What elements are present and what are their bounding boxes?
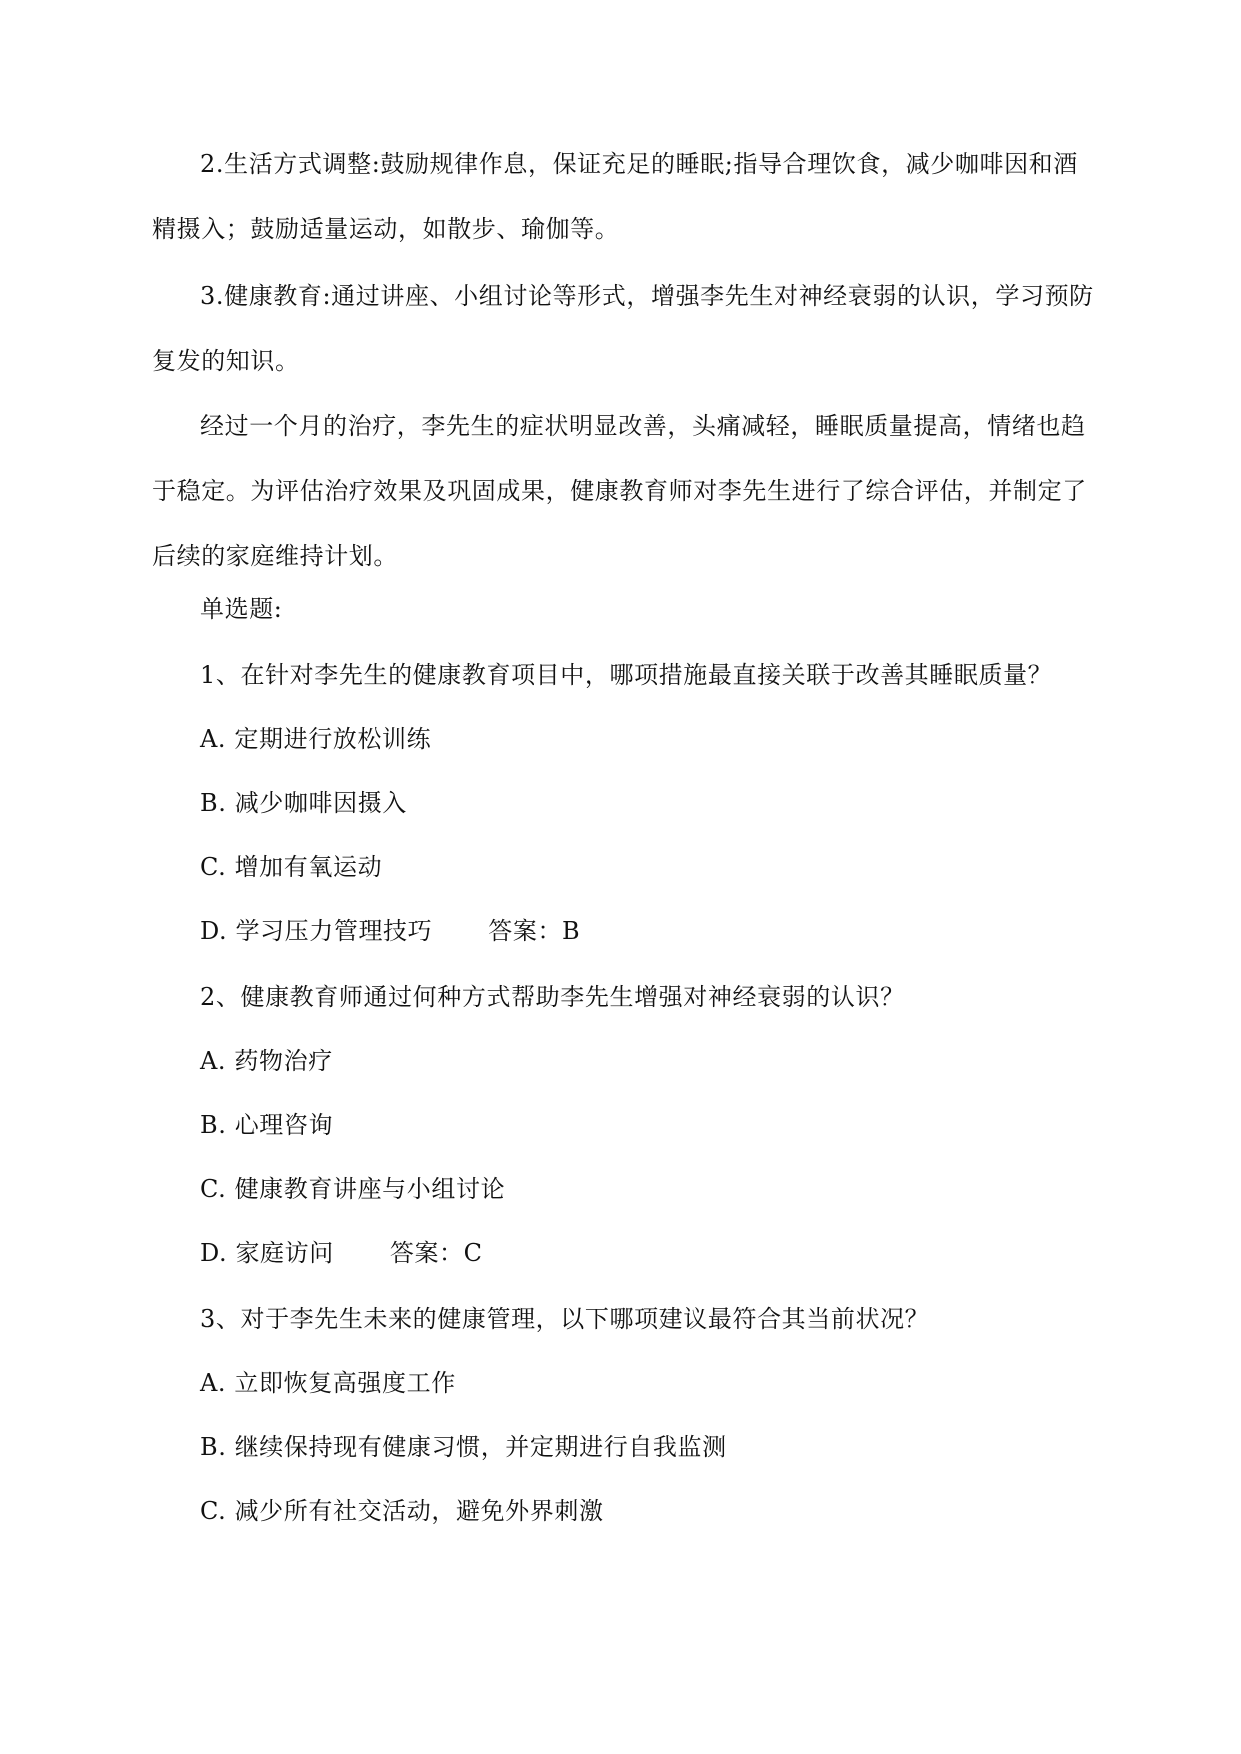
question-2-option-a: A. 药物治疗 [200, 1047, 333, 1075]
question-2-option-b: B. 心理咨询 [200, 1111, 334, 1139]
paragraph-health-education: 3.健康教育:通过讲座、小组讨论等形式，增强李先生对神经衰弱的认识，学习预防复发的知识。 [152, 282, 1094, 375]
question-1-option-c: C. 增加有氧运动 [200, 853, 383, 881]
question-1-option-a: A. 定期进行放松训练 [200, 725, 432, 753]
question-1-stem: 1、在针对李先生的健康教育项目中，哪项措施最直接关联于改善其睡眠质量？ [200, 661, 1053, 689]
paragraph-treatment-result: 经过一个月的治疗，李先生的症状明显改善，头痛减轻，睡眠质量提高，情绪也趋于稳定。为评估治疗效果及巩固成果，健康教育师对李先生进行了综合评估，并制定了后续的家庭维持计划。 [152, 412, 1087, 570]
question-3-stem: 3、对于李先生未来的健康管理，以下哪项建议最符合其当前状况？ [200, 1305, 930, 1333]
question-3-option-b: B. 继续保持现有健康习惯，并定期进行自我监测 [200, 1433, 727, 1461]
question-2-option-d-row [200, 1237, 483, 1269]
paragraph-lifestyle: 2.生活方式调整:鼓励规律作息，保证充足的睡眠;指导合理饮食，减少咖啡因和酒精摄入；鼓励适量运动，如散步、瑜伽等。 [152, 150, 1078, 243]
question-2-answer: 答案：C [389, 1239, 483, 1267]
question-1-option-b: B. 减少咖啡因摄入 [200, 789, 407, 817]
section-heading: 单选题: [200, 595, 283, 623]
question-1-option-d-row [200, 915, 580, 947]
question-2-stem: 2、健康教育师通过何种方式帮助李先生增强对神经衰弱的认识？ [200, 983, 905, 1011]
question-3-option-c: C. 减少所有社交活动，避免外界刺激 [200, 1497, 604, 1525]
question-2-option-d: D. 家庭访问 [200, 1239, 334, 1267]
question-2-option-c: C. 健康教育讲座与小组讨论 [200, 1175, 506, 1203]
question-3-option-a: A. 立即恢复高强度工作 [200, 1369, 456, 1397]
question-1-answer: 答案：B [488, 917, 581, 945]
question-1-option-d: D. 学习压力管理技巧 [200, 917, 433, 945]
